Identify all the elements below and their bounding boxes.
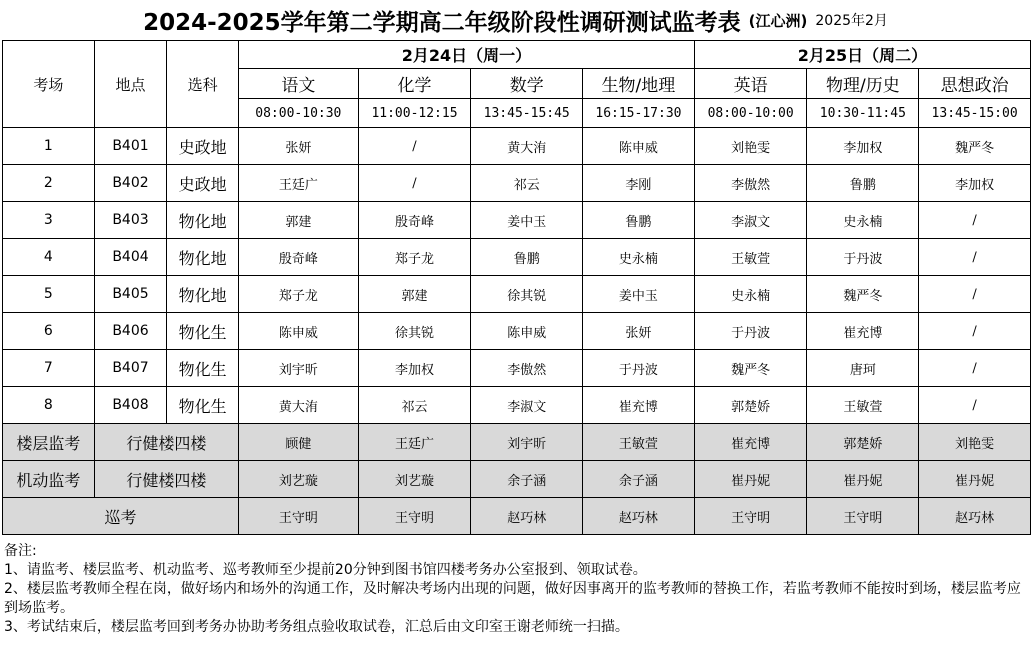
room-place: B408 [94,387,167,424]
invigilator-cell: 李傲然 [694,165,807,202]
patrol-label: 巡考 [3,498,239,535]
room-number: 3 [3,202,95,239]
invigilator-cell: / [919,202,1031,239]
invigilator-cell: 姜中玉 [471,202,583,239]
invigilator-cell: / [919,387,1031,424]
invigilator-cell: 鲁鹏 [471,239,583,276]
table-row [3,350,1031,387]
room-number: 2 [3,165,95,202]
subject-header: 思想政治 [919,69,1031,99]
table-row [3,313,1031,350]
note-heading: 备注: [4,543,37,559]
room-number: 4 [3,239,95,276]
invigilator-cell: 李刚 [583,165,695,202]
room-number: 1 [3,128,95,165]
invigilator-cell: 李加权 [919,165,1031,202]
room-place: B405 [94,276,167,313]
header-choice: 选科 [167,41,239,128]
note-2: 2、楼层监考教师全程在岗，做好场内和场外的沟通工作，及时解决考场内出现的问题，做好因事离开的监考教师的替换工作，若监考教师不能按时到场，楼层监考应到场监考。 [4,581,1021,616]
table-row [3,239,1031,276]
table-row [3,276,1031,313]
invigilator-cell: 鲁鹏 [583,202,695,239]
subject-time: 13:45-15:00 [919,99,1031,128]
subject-choice: 物化地 [167,239,239,276]
invigilator-cell: 郑子龙 [239,276,359,313]
floor-label: 楼层监考 [3,424,95,461]
invigilator-cell: 殷奇峰 [358,202,471,239]
subject-header: 英语 [694,69,807,99]
invigilator-cell: 崔丹妮 [807,461,919,498]
subject-header: 物理/历史 [807,69,919,99]
invigilator-cell: 李加权 [358,350,471,387]
room-place: B407 [94,350,167,387]
invigilator-cell: 黄大洧 [471,128,583,165]
invigilator-cell: 魏严冬 [919,128,1031,165]
invigilator-cell: 祁云 [358,387,471,424]
invigilator-cell: / [919,276,1031,313]
subject-header: 生物/地理 [583,69,695,99]
invigilator-cell: 王守明 [694,498,807,535]
invigilator-cell: 王廷广 [358,424,471,461]
table-row [3,202,1031,239]
invigilator-cell: 李傲然 [471,350,583,387]
invigilator-cell: 崔充博 [583,387,695,424]
subject-choice: 物化生 [167,350,239,387]
title-date: 2025年2月 [815,13,888,29]
room-number: 7 [3,350,95,387]
invigilator-cell: 徐其锐 [358,313,471,350]
room-place: B406 [94,313,167,350]
table-row [3,165,1031,202]
invigilator-cell: 张妍 [583,313,695,350]
subject-header: 数学 [471,69,583,99]
room-place: B403 [94,202,167,239]
title-location: (江心洲) [748,11,808,30]
subject-time: 11:00-12:15 [358,99,471,128]
invigilator-cell: / [358,128,471,165]
invigilator-cell: 李淑文 [471,387,583,424]
invigilator-cell: 姜中玉 [583,276,695,313]
subject-header: 化学 [358,69,471,99]
subject-time: 13:45-15:45 [471,99,583,128]
room-place: B402 [94,165,167,202]
floor-row [3,424,1031,461]
invigilator-cell: 王守明 [239,498,359,535]
invigilator-cell: / [919,350,1031,387]
invigilator-cell: 王敏萱 [807,387,919,424]
room-number: 5 [3,276,95,313]
day-header-1: 2月24日（周一） [239,41,695,69]
invigilator-cell: 余子涵 [471,461,583,498]
invigilator-cell: 赵巧林 [919,498,1031,535]
room-number: 6 [3,313,95,350]
invigilator-cell: 陈申威 [471,313,583,350]
invigilator-cell: 赵巧林 [471,498,583,535]
invigilator-cell: 刘宇昕 [239,350,359,387]
invigilator-cell: 于丹波 [583,350,695,387]
invigilator-cell: 黄大洧 [239,387,359,424]
invigilator-cell: 赵巧林 [583,498,695,535]
invigilator-cell: 王敏萱 [583,424,695,461]
invigilator-cell: 史永楠 [583,239,695,276]
room-place: B404 [94,239,167,276]
invigilator-cell: 王廷广 [239,165,359,202]
invigilator-cell: 李淑文 [694,202,807,239]
invigilator-cell: 殷奇峰 [239,239,359,276]
invigilator-cell: 刘艳雯 [694,128,807,165]
table-row [3,387,1031,424]
invigilator-cell: 史永楠 [694,276,807,313]
invigilator-cell: 郭楚娇 [694,387,807,424]
room-place: B401 [94,128,167,165]
invigilator-cell: 郭建 [239,202,359,239]
table-row [3,128,1031,165]
subject-header: 语文 [239,69,359,99]
invigilator-cell: 唐珂 [807,350,919,387]
invigilator-cell: 王守明 [358,498,471,535]
invigilator-cell: 刘艺璇 [358,461,471,498]
notes [4,542,1024,637]
invigilator-cell: 刘宇昕 [471,424,583,461]
invigilator-cell: 于丹波 [807,239,919,276]
invigilator-cell: 陈申威 [583,128,695,165]
subject-time: 10:30-11:45 [807,99,919,128]
invigilator-cell: 崔丹妮 [694,461,807,498]
invigilator-cell: 史永楠 [807,202,919,239]
invigilator-cell: 郭楚娇 [807,424,919,461]
title-main: 2024-2025学年第二学期高二年级阶段性调研测试监考表 [143,9,741,36]
subject-choice: 物化地 [167,276,239,313]
note-1: 1、请监考、楼层监考、机动监考、巡考教师至少提前20分钟到图书馆四楼考务办公室报到、领取试卷。 [4,562,647,578]
note-3: 3、考试结束后，楼层监考回到考务办协助考务组点验收取试卷，汇总后由文印室王谢老师统一扫描。 [4,619,629,635]
mobile-label: 机动监考 [3,461,95,498]
invigilator-cell: 顾健 [239,424,359,461]
subject-choice: 物化地 [167,202,239,239]
subject-time: 08:00-10:30 [239,99,359,128]
invigilator-cell: 王敏萱 [694,239,807,276]
room-number: 8 [3,387,95,424]
invigilator-cell: / [919,239,1031,276]
invigilator-cell: 余子涵 [583,461,695,498]
day-header-2: 2月25日（周二） [694,41,1030,69]
invigilator-cell: 李加权 [807,128,919,165]
invigilator-cell: 魏严冬 [807,276,919,313]
invigilator-cell: 徐其锐 [471,276,583,313]
subject-choice: 物化生 [167,313,239,350]
invigilator-cell: 魏严冬 [694,350,807,387]
invigilator-cell: 郑子龙 [358,239,471,276]
mobile-row [3,461,1031,498]
invigilator-cell: 鲁鹏 [807,165,919,202]
subject-choice: 史政地 [167,165,239,202]
mobile-place: 行健楼四楼 [94,461,238,498]
page-title [0,0,1031,40]
floor-place: 行健楼四楼 [94,424,238,461]
invigilator-cell: 崔丹妮 [919,461,1031,498]
invigilator-cell: 陈申威 [239,313,359,350]
invigilator-cell: 崔充博 [807,313,919,350]
subject-time: 16:15-17:30 [583,99,695,128]
header-room: 考场 [3,41,95,128]
invigilator-cell: 刘艺璇 [239,461,359,498]
invigilator-cell: 郭建 [358,276,471,313]
invigilator-cell: 张妍 [239,128,359,165]
header-place: 地点 [94,41,167,128]
invigilator-cell: / [358,165,471,202]
invigilator-cell: 王守明 [807,498,919,535]
invigilator-cell: / [919,313,1031,350]
patrol-row [3,498,1031,535]
subject-choice: 史政地 [167,128,239,165]
invigilator-cell: 祁云 [471,165,583,202]
subject-time: 08:00-10:00 [694,99,807,128]
invigilation-table [2,40,1031,535]
invigilator-cell: 崔充博 [694,424,807,461]
invigilator-cell: 刘艳雯 [919,424,1031,461]
subject-choice: 物化生 [167,387,239,424]
invigilator-cell: 于丹波 [694,313,807,350]
